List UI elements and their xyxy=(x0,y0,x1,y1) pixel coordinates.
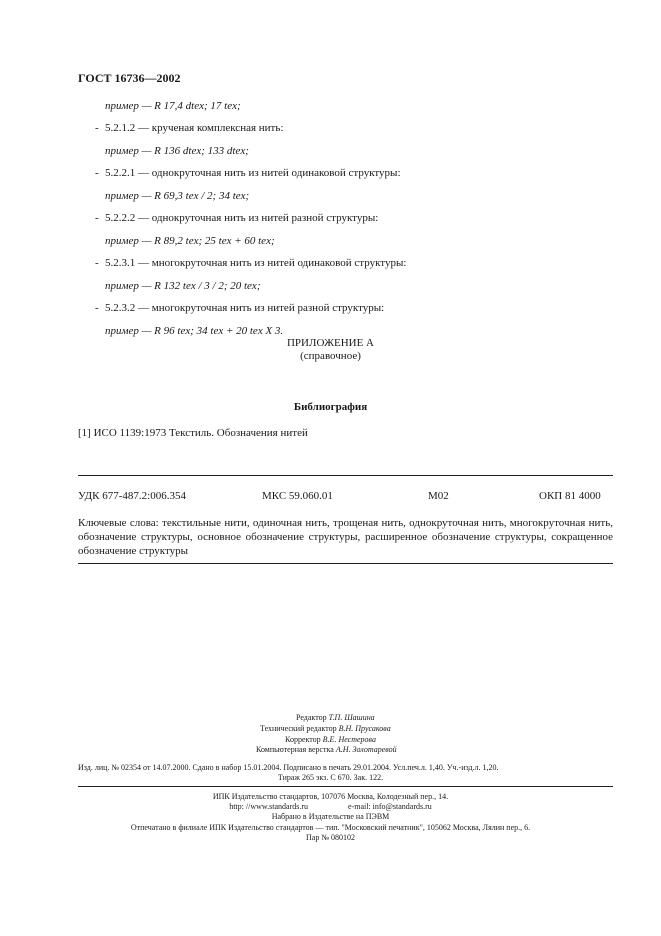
category-code: М02 xyxy=(428,490,449,502)
print-info: Изд. лиц. № 02354 от 14.07.2000. Сдано в набор 15.01.2004. Подписано в печать 29.01.2004. Усл.печ.л. 1,40. Уч.-изд.л. 1,20. xyxy=(78,763,499,772)
clause-line: - 5.2.3.2 — многокруточная нить из нитей разной структуры: xyxy=(95,302,385,314)
clause-line: - 5.2.1.2 — крученая комплексная нить: xyxy=(95,122,284,134)
credit-line: Технический редактор В.Н. Прусакова xyxy=(260,724,391,733)
example-line: пример — R 17,4 dtex; 17 tex; xyxy=(105,100,241,112)
publisher-contacts: http: //www.standards.ru e-mail: info@standards.ru xyxy=(229,802,432,811)
typeset-note: Набрано в Издательстве на ПЭВМ xyxy=(271,812,390,821)
divider xyxy=(78,475,613,476)
example-line: пример — R 89,2 tex; 25 tex + 60 tex; xyxy=(105,235,275,247)
appendix-title: ПРИЛОЖЕНИЕ А xyxy=(286,337,374,349)
print-run: Тираж 265 экз. С 670. Зак. 122. xyxy=(277,773,384,782)
divider xyxy=(78,563,613,564)
example-line: пример — R 132 tex / 3 / 2; 20 tex; xyxy=(105,280,261,292)
example-line: пример — R 69,3 tex / 2; 34 tex; xyxy=(105,190,250,202)
license-number: Пар № 080102 xyxy=(306,833,355,842)
okp-code: ОКП 81 4000 xyxy=(539,490,601,502)
appendix-subtitle: (справочное) xyxy=(300,350,361,362)
udk-code: УДК 677-487.2:006.354 xyxy=(78,490,186,502)
divider xyxy=(78,786,613,787)
keywords: Ключевые слова: текстильные нити, одиночная нить, трощеная нить, однокруточная нить, многокруточная нить, обозначение структуры, основное обозначение структуры, расширенное обозначение структуры, сокращенное обозначение структуры xyxy=(78,517,613,557)
clause-line: - 5.2.3.1 — многокруточная нить из нитей одинаковой структуры: xyxy=(95,257,407,269)
clause-line: - 5.2.2.2 — однокруточная нить из нитей разной структуры: xyxy=(95,212,379,224)
example-line: пример — R 136 dtex; 133 dtex; xyxy=(105,145,249,157)
printer-note: Отпечатано в филиале ИПК Издательство стандартов — тип. "Московский печатник", 105062 Москва, Лялин пер., 6. xyxy=(130,823,531,832)
publisher-address: ИПК Издательство стандартов, 107076 Москва, Колодезный пер., 14. xyxy=(212,792,449,801)
example-line: пример — R 96 tex; 34 tex + 20 tex X 3. xyxy=(105,325,284,337)
clause-line: - 5.2.2.1 — однокруточная нить из нитей одинаковой структуры: xyxy=(95,167,401,179)
credit-line: Компьютерная верстка А.Н. Золотаревой xyxy=(256,745,397,754)
page-header: ГОСТ 16736—2002 xyxy=(78,71,181,85)
bibliography-entry: [1] ИСО 1139:1973 Текстиль. Обозначения нитей xyxy=(78,427,308,439)
credit-line: Корректор В.Е. Нестерова xyxy=(285,735,376,744)
bibliography-title: Библиография xyxy=(293,401,368,413)
credit-line: Редактор Т.П. Шашина xyxy=(296,713,375,722)
mks-code: МКС 59.060.01 xyxy=(262,490,333,502)
